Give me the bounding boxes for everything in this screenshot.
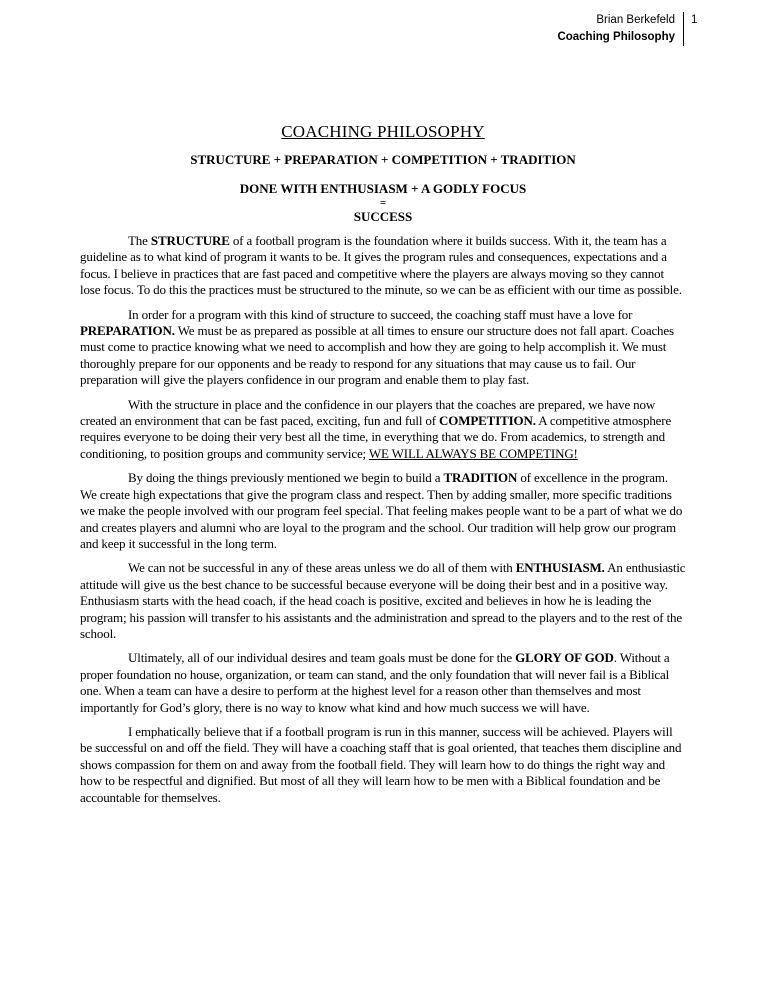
paragraph-keyword: ENTHUSIASM. xyxy=(515,560,605,576)
paragraph-text: . Without a proper foundation no house, organization, or team can stand, and the only foundation that will never fail is a Biblical one. When a team can have a desire to perform at the highest level for a reason other than themselves and most importantly for God’s glory, there is no way to know what kind and how much success we will have. xyxy=(80,650,670,715)
header-subtitle: Coaching Philosophy xyxy=(557,31,675,43)
paragraph-preparation xyxy=(80,307,686,389)
formula-line-1: STRUCTURE + PREPARATION + COMPETITION + TRADITION xyxy=(190,152,576,167)
running-header xyxy=(557,12,684,46)
paragraph-tradition xyxy=(80,470,686,552)
philosophy-formula xyxy=(80,152,686,225)
paragraph-text: A competitive atmosphere requires everyone to be doing their very best all the time, in everything that we do. From academics, to strength and conditioning, to position groups and community service; xyxy=(80,413,672,461)
formula-line-2: DONE WITH ENTHUSIASM + A GODLY FOCUS xyxy=(239,181,527,196)
formula-result: SUCCESS xyxy=(353,209,413,224)
paragraph-text: An enthusiastic attitude will give us the best chance to be successful because everyone will be doing their best and in a positive way. Enthusiasm starts with the head coach, if the head coach is positive, excited and believes in how he is leading the program; his passion will transfer to his assistants and the administration and spread to the players and to the rest of the school. xyxy=(80,560,686,641)
paragraph-structure xyxy=(80,233,686,299)
page-title: COACHING PHILOSOPHY xyxy=(281,122,485,141)
paragraph-keyword: STRUCTURE xyxy=(150,233,230,248)
paragraph-text: We must be as prepared as possible at all times to ensure our structure does not fall apart. Coaches must come to practice knowing what we need to accomplish and how they are going to help accomplish it. We must thoroughly prepare for our opponents and be ready to respond for any situations that may cause us to fail. Our preparation will give the players confidence in our program and enable them to play fast. xyxy=(80,323,674,388)
paragraph-text: of a football program is the foundation where it builds success. With it, the team has a guideline as to what kind of program it wants to be. It gives the program rules and consequences, expectations and a focus. I believe in practices that are fast paced and competitive where the players are always moving so they cannot lose focus. To do this the practices must be structured to the minute, so we can be as efficient with our time as possible. xyxy=(80,233,682,298)
paragraph-text: We can not be successful in any of these areas unless we do all of them with xyxy=(128,560,516,576)
paragraph-keyword: COMPETITION. xyxy=(439,413,536,429)
page-number: 1 xyxy=(691,14,698,26)
header-author: Brian Berkefeld xyxy=(596,14,675,26)
paragraph-text: With the structure in place and the confidence in our players that the coaches are prepared, we have now created an environment that can be fast paced, exciting, fun and full of xyxy=(80,396,656,429)
paragraph-text: The xyxy=(128,233,151,248)
formula-equals: = xyxy=(379,197,387,209)
paragraph-text: By doing the things previously mentioned we begin to build a xyxy=(128,470,444,486)
paragraph-keyword: TRADITION xyxy=(443,470,518,486)
paragraph-text: I emphatically believe that if a football program is run in this manner, success will be achieved. Players will be successful on and off the field. They will have a coaching staff that is goal oriented, that teaches them discipline and shows compassion for them on and away from the football field. They will learn how to do things the right way and how to be respectful and dignified. But most of all they will learn how to be men with a Biblical foundation and be accountable for themselves. xyxy=(80,723,682,805)
paragraph-keyword: PREPARATION. xyxy=(80,323,175,339)
paragraph-competition xyxy=(80,397,686,463)
paragraph-text: In order for a program with this kind of structure to succeed, the coaching staff must have a love for xyxy=(128,306,633,322)
paragraph-enthusiasm xyxy=(80,560,686,642)
paragraph-text: of excellence in the program. We create high expectations that give the program class and respect. Then by adding smaller, more specific traditions we make the people involved with our program feel special. That feeling makes people want to be a part of what we do and creates players and alumni who are loyal to the program and the school. Our tradition will help grow our program and keep it successful in the long term. xyxy=(80,470,683,551)
document-body xyxy=(80,122,686,806)
paragraph-conclusion xyxy=(80,724,686,806)
paragraph-text: Ultimately, all of our individual desires and team goals must be done for the xyxy=(128,650,516,666)
underlined-emphasis: WE WILL ALWAYS BE COMPETING! xyxy=(368,445,578,461)
paragraph-keyword: GLORY OF GOD xyxy=(515,650,614,666)
paragraph-glory-of-god xyxy=(80,650,686,716)
